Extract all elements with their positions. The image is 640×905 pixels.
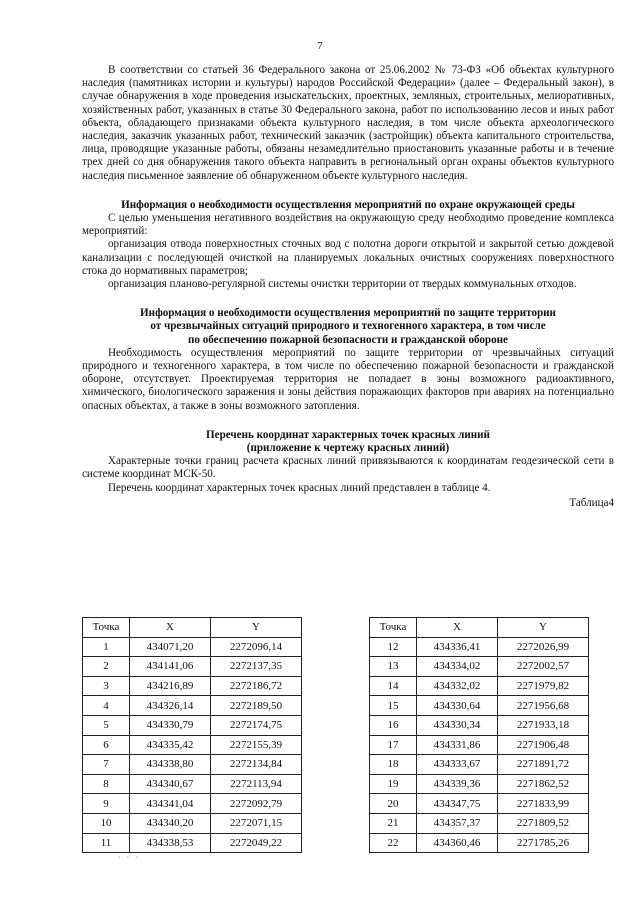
cell-x: 434336,41 [417, 637, 498, 657]
cell-y: 2272002,57 [498, 657, 589, 677]
cell-point: 21 [370, 813, 417, 833]
cell-x: 434335,42 [130, 735, 211, 755]
cell-x: 434339,36 [417, 774, 498, 794]
cell-point: 10 [83, 813, 130, 833]
coordinates-table-right [369, 617, 589, 853]
table-row [83, 637, 302, 657]
cell-y: 2271891,72 [498, 755, 589, 775]
cell-y: 2271862,52 [498, 774, 589, 794]
paragraph-emergency: Необходимость осуществления мероприятий по защите территории от чрезвычайных ситуаций природного и техногенного характера, в том числе по обеспечению пожарной безопасности и гражданской обороне, отсутствует. Проектируемая территория не попадает в зоны возможного радиоактивного, химического, биологического заражения и зоны действия поражающих факторов при авариях на потенциально опасных объектах, а также в зоны возможного затопления. [82, 346, 614, 412]
cell-y: 2272026,99 [498, 637, 589, 657]
table-header-row [83, 618, 302, 638]
cell-point: 6 [83, 735, 130, 755]
column-header-x: X [130, 618, 211, 638]
table-row [370, 657, 589, 677]
cell-point: 16 [370, 715, 417, 735]
column-header-y: Y [498, 618, 589, 638]
cell-x: 434141,06 [130, 657, 211, 677]
table-row [83, 657, 302, 677]
cell-x: 434326,14 [130, 696, 211, 716]
cell-y: 2272189,50 [211, 696, 302, 716]
paragraph-waste: организация планово-регулярной системы очистки территории от твердых коммунальных отходов. [108, 278, 577, 291]
column-header-y: Y [211, 618, 302, 638]
cell-x: 434334,02 [417, 657, 498, 677]
cell-x: 434340,20 [130, 813, 211, 833]
table-row [83, 794, 302, 814]
cell-point: 4 [83, 696, 130, 716]
cell-x: 434071,20 [130, 637, 211, 657]
cell-y: 2271906,48 [498, 735, 589, 755]
cell-point: 17 [370, 735, 417, 755]
cell-point: 12 [370, 637, 417, 657]
cell-x: 434340,67 [130, 774, 211, 794]
cell-y: 2272186,72 [211, 676, 302, 696]
table-row [83, 774, 302, 794]
scan-artifact: · · · [118, 853, 140, 862]
table-row [370, 676, 589, 696]
table-row [370, 794, 589, 814]
cell-y: 2271785,26 [498, 833, 589, 853]
table-row [370, 696, 589, 716]
cell-point: 8 [83, 774, 130, 794]
cell-y: 2272134,84 [211, 755, 302, 775]
table-row [370, 774, 589, 794]
heading-coordinates [82, 429, 614, 455]
cell-point: 13 [370, 657, 417, 677]
cell-x: 434338,53 [130, 833, 211, 853]
table-row [83, 676, 302, 696]
heading-environment: Информация о необходимости осуществления мероприятий по охране окружающей среды [121, 198, 575, 211]
cell-point: 14 [370, 676, 417, 696]
table-row [370, 833, 589, 853]
table-row [83, 735, 302, 755]
table-row [83, 833, 302, 853]
cell-point: 11 [83, 833, 130, 853]
cell-x: 434330,34 [417, 715, 498, 735]
cell-x: 434330,79 [130, 715, 211, 735]
paragraph-drainage: организация отвода поверхностных сточных вод с полотна дороги открытой и закрытой сетью дождевой канализации с последующей очисткой на планируемых локальных очистных сооружениях поверхностного стока до нормативных параметров; [82, 238, 614, 277]
cell-y: 2272113,94 [211, 774, 302, 794]
column-header-point: Точка [370, 618, 417, 638]
paragraph-cultural-heritage: В соответствии со статьей 36 Федерального закона от 25.06.2002 № 73-ФЗ «Об объектах культурного наследия (памятниках истории и культуры) народов Российской Федерации» (далее – Федеральный закон), в случае обнаружения в ходе проведения изыскательских, проектных, земляных, строительных, мелиоративных, хозяйственных работ, указанных в статье 30 Федерального закона, работ по использованию лесов и иных работ объекта, обладающего признаками объекта культурного наследия, в том числе объекта археологического наследия, заказчик указанных работ, технический заказчик (застройщик) объекта капитального строительства, лица, проводящие указанные работы, обязаны незамедлительно приостановить указанные работы и в течение трех дней со дня обнаружения такого объекта направить в региональный орган охраны объектов культурного наследия письменное заявление об обнаруженном объекте культурного наследия. [82, 64, 614, 182]
cell-point: 2 [83, 657, 130, 677]
page-number: 7 [317, 40, 323, 52]
cell-x: 434360,46 [417, 833, 498, 853]
cell-x: 434332,02 [417, 676, 498, 696]
cell-y: 2272049,22 [211, 833, 302, 853]
cell-point: 18 [370, 755, 417, 775]
table-header-row [370, 618, 589, 638]
cell-y: 2272096,14 [211, 637, 302, 657]
heading-coordinates-line-1: Перечень координат характерных точек красных линий [206, 428, 490, 441]
cell-point: 1 [83, 637, 130, 657]
table-row [370, 813, 589, 833]
paragraph-environment-intro: С целью уменьшения негативного воздействия на окружающую среду необходимо проведение комплекса мероприятий: [82, 212, 614, 238]
heading-emergency-line-2: от чрезвычайных ситуаций природного и техногенного характера, в том числе [150, 320, 546, 333]
heading-emergency [82, 307, 614, 347]
table-row [83, 696, 302, 716]
heading-coordinates-line-2: (приложение к чертежу красных линий) [246, 442, 450, 455]
table-row [370, 755, 589, 775]
column-header-x: X [417, 618, 498, 638]
cell-point: 7 [83, 755, 130, 775]
cell-x: 434331,86 [417, 735, 498, 755]
cell-y: 2272071,15 [211, 813, 302, 833]
table-row [83, 813, 302, 833]
cell-y: 2271979,82 [498, 676, 589, 696]
coordinates-tables [82, 617, 614, 849]
cell-x: 434330,64 [417, 696, 498, 716]
cell-point: 20 [370, 794, 417, 814]
paragraph-table-reference: Перечень координат характерных точек красных линий представлен в таблице 4. [108, 481, 491, 494]
table-row [370, 735, 589, 755]
paragraph-coordinate-system: Характерные точки границ расчета красных линий привязываются к координатам геодезической сети в системе координат МСК-50. [82, 455, 614, 481]
cell-x: 434216,89 [130, 676, 211, 696]
cell-y: 2272137,35 [211, 657, 302, 677]
cell-x: 434347,75 [417, 794, 498, 814]
document-body [82, 64, 614, 510]
heading-emergency-line-3: по обеспечению пожарной безопасности и гражданской обороне [188, 333, 508, 346]
column-header-point: Точка [83, 618, 130, 638]
cell-point: 19 [370, 774, 417, 794]
cell-x: 434357,37 [417, 813, 498, 833]
coordinates-table-left [82, 617, 302, 853]
cell-y: 2271956,68 [498, 696, 589, 716]
cell-y: 2272155,39 [211, 735, 302, 755]
table-body-left [83, 637, 302, 853]
table-row [83, 715, 302, 735]
cell-point: 22 [370, 833, 417, 853]
cell-y: 2272174,75 [211, 715, 302, 735]
cell-x: 434338,80 [130, 755, 211, 775]
cell-x: 434333,67 [417, 755, 498, 775]
cell-y: 2272092,79 [211, 794, 302, 814]
cell-point: 9 [83, 794, 130, 814]
cell-point: 5 [83, 715, 130, 735]
cell-x: 434341,04 [130, 794, 211, 814]
cell-point: 15 [370, 696, 417, 716]
cell-y: 2271933,18 [498, 715, 589, 735]
cell-y: 2271809,52 [498, 813, 589, 833]
heading-emergency-line-1: Информация о необходимости осуществления мероприятий по защите территории [140, 307, 556, 320]
cell-y: 2271833,99 [498, 794, 589, 814]
table-row [83, 755, 302, 775]
cell-point: 3 [83, 676, 130, 696]
table-caption: Таблица4 [569, 496, 614, 509]
table-row [370, 715, 589, 735]
table-row [370, 637, 589, 657]
table-body-right [370, 637, 589, 853]
